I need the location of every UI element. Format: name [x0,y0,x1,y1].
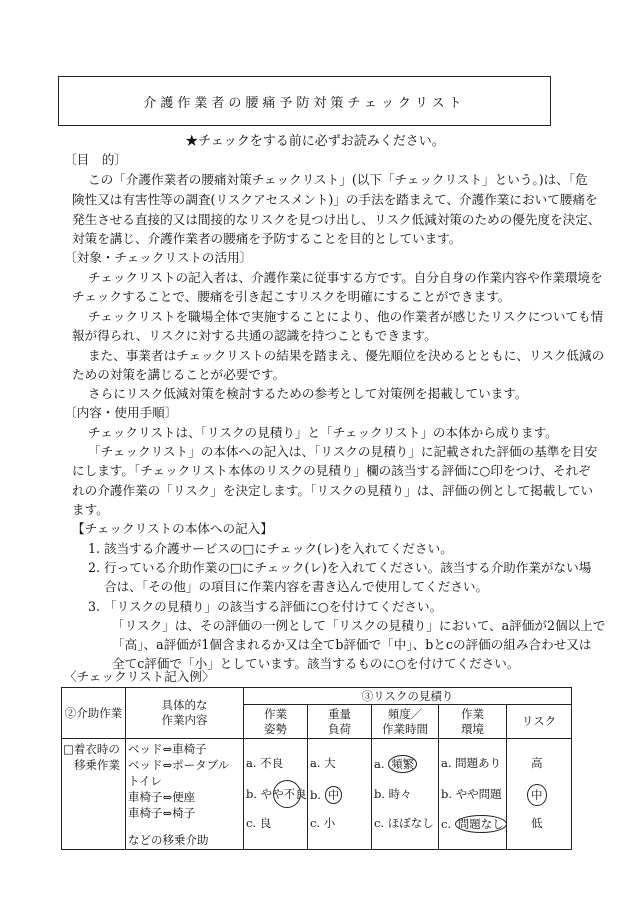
header-environment: 作業 環境 [439,705,507,739]
work-cell: □着衣時の 移乗作業 [62,739,126,850]
page-title: 介護作業者の腰痛予防対策チェックリスト [143,95,466,111]
header-weight: 重量 負荷 [308,705,372,739]
usage-line: チェックすることで、腰痛を引き起こすリスクを明確にすることができます。 [72,289,511,304]
header-risk-group: ③リスクの見積り [244,688,572,705]
header-posture: 作業 姿勢 [244,705,308,739]
detail-cell: ベッド⇔車椅子 ベッド⇔ポータブル トイレ 車椅子⇔便座 車椅子⇔椅子 などの移乗介助 [126,739,244,850]
usage-line: 報が得られ、リスクに対する共通の認識を持つこともできます。 [72,328,437,343]
purpose-line: この「介護作業者の腰痛対策チェックリスト」(以下「チェックリスト」という。)は、「危 [88,172,588,187]
content-line: ます。 [72,502,109,517]
usage-line: また、事業者はチェックリストの結果を踏まえ、優先順位を決めるとともに、リスク低減の [88,348,605,363]
example-label: 〈チェックリスト記入例〉 [64,669,215,684]
example-table [61,687,572,850]
header-detail: 具体的な 作業内容 [126,688,244,739]
usage-line: チェックリストの記入者は、介護作業に従事する方です。自分自身の作業内容や作業環境を [88,270,603,285]
step-1: 1. 該当する介護サービスの□にチェック(レ)を入れてください。 [88,541,453,556]
usage-heading: 〔対象・チェックリストの活用〕 [64,250,253,265]
usage-line: ための対策を講じることが必要です。 [72,367,286,382]
title-box [58,76,551,126]
usage-line: チェックリストを職場全体で実施することにより、他の作業者が感じたリスクについても情 [88,309,604,324]
content-line: チェックリストは、「リスクの見積り」と「チェックリスト」の本体から成ります。 [88,425,558,440]
weight-cell: a. 大 b. 中 c. 小 [308,739,372,850]
entry-heading: 【チェックリストの本体への記入】 [72,521,273,536]
step-3-note: 全てc評価で「小」としています。該当するものに○を付けてください。 [112,656,520,671]
step-3: 3. 「リスクの見積り」の該当する評価に○を付けてください。 [88,599,443,614]
step-2: 2. 行っている介助作業の□にチェック(レ)を入れてください。該当する介助作業がない場 [88,560,592,575]
read-before-notice: ★チェックをする前に必ずお読みください。 [185,134,445,149]
posture-cell: a. 不良 b. やや不良 c. 良 [244,739,308,850]
purpose-line: 険性又は有害性等の調査(リスクアセスメント)」の手法を踏まえて、介護作業において腰痛を [72,192,598,207]
header-work: ②介助作業 [62,688,126,739]
step-2-cont: 合は、「その他」の項目に作業内容を書き込んで使用してください。 [104,579,489,594]
risk-cell: 高 中 低 [507,739,572,850]
content-heading: 〔内容・使用手順〕 [64,405,178,420]
usage-line: さらにリスク低減対策を検討するための参考として対策例を掲載しています。 [88,386,528,401]
frequency-cell: a. 頻繁 b. 時々 c. ほぼなし [372,739,439,850]
purpose-heading: 〔目 的〕 [64,152,127,167]
header-risk: リスク [507,705,572,739]
content-line: 「チェックリスト」の本体への記入は、「リスクの見積り」に記載された評価の基準を目安 [88,444,598,459]
purpose-line: 発生させる直接的又は間接的なリスクを見つけ出し、リスク低減対策のための優先度を決定、 [72,212,601,227]
purpose-line: 対策を講じ、介護作業者の腰痛を予防することを目的としています。 [72,231,462,246]
content-line: れの介護作業の「リスク」を決定します。「リスクの見積り」は、評価の例として掲載してい [72,483,594,498]
header-frequency: 頻度／ 作業時間 [372,705,439,739]
environment-cell: a. 問題あり b. やや問題 c. 問題なし [439,739,507,850]
step-3-note: 「リスク」は、その評価の一例として「リスクの見積り」において、a評価が2個以上で [112,618,606,633]
step-3-note: 「高」、a評価が1個含まれるか又は全てb評価で「中」、bとcの評価の組み合わせ又は [112,637,592,652]
content-line: にします。「チェックリスト本体のリスクの見積り」欄の該当する評価に○印をつけ、それぞ [72,463,591,478]
